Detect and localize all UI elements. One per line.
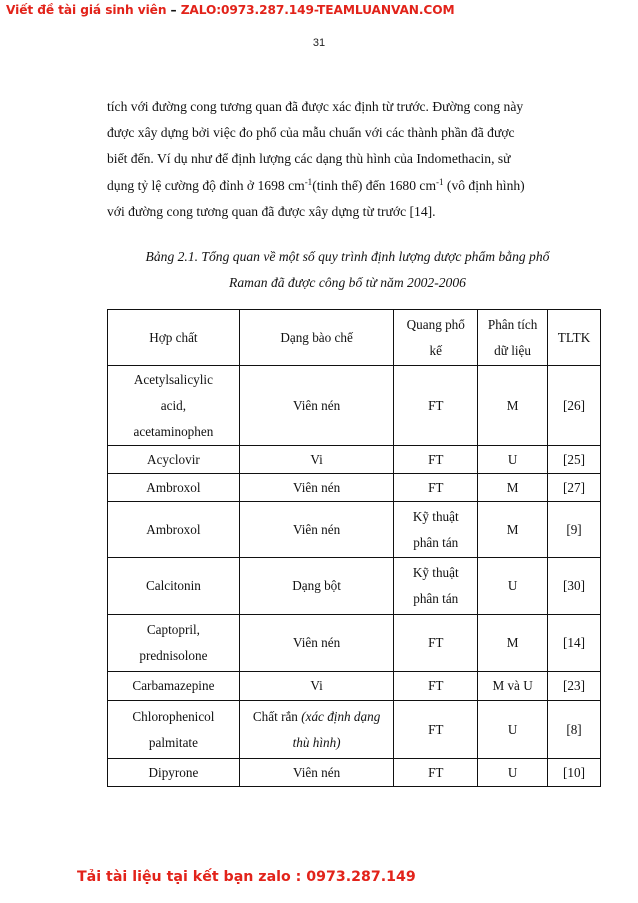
cell-ref: [30] bbox=[548, 558, 601, 615]
cell-form: Viên nén bbox=[239, 759, 394, 787]
cell-ref: [26] bbox=[548, 366, 601, 446]
cell-form: Viên nén bbox=[239, 615, 394, 672]
body-text: (vô định hình) bbox=[443, 177, 525, 193]
table-caption bbox=[107, 244, 588, 296]
cell-form: Vi bbox=[239, 446, 394, 474]
cell-compound: Acetylsalicylic acid, acetaminophen bbox=[108, 366, 240, 446]
body-line: với đường cong tương quan đã được xây dựng từ trước [14]. bbox=[107, 203, 436, 219]
cell-spectrometer: FT bbox=[394, 672, 478, 701]
cell-ref: [10] bbox=[548, 759, 601, 787]
table-row bbox=[108, 615, 601, 672]
table-row bbox=[108, 446, 601, 474]
cell-spectrometer: Kỹ thuật phân tán bbox=[394, 502, 478, 558]
cell-analysis: M bbox=[478, 615, 548, 672]
body-line: được xây dựng bởi việc đo phổ của mẫu chuẩn với các thành phần đã được bbox=[107, 125, 515, 141]
data-table bbox=[107, 309, 601, 787]
cell-spectrometer: FT bbox=[394, 474, 478, 502]
banner-separator: – bbox=[166, 3, 181, 17]
page-number: 31 bbox=[312, 37, 326, 49]
body-paragraph bbox=[107, 94, 588, 225]
cell-form: Chất rắn (xác định dạng thù hình) bbox=[239, 701, 394, 759]
header-compound: Hợp chất bbox=[108, 310, 240, 366]
cell-spectrometer: FT bbox=[394, 759, 478, 787]
top-banner bbox=[6, 3, 455, 17]
body-text: (tinh thể) đến 1680 cm bbox=[312, 177, 437, 193]
table-row bbox=[108, 701, 601, 759]
header-form: Dạng bào chế bbox=[239, 310, 394, 366]
cell-compound: Dipyrone bbox=[108, 759, 240, 787]
header-analysis: Phân tích dữ liệu bbox=[478, 310, 548, 366]
cell-analysis: M bbox=[478, 366, 548, 446]
table-row bbox=[108, 366, 601, 446]
body-line bbox=[107, 173, 588, 199]
header-ref: TLTK bbox=[548, 310, 601, 366]
cell-analysis: M bbox=[478, 502, 548, 558]
table-header-row bbox=[108, 310, 601, 366]
cell-form: Dạng bột bbox=[239, 558, 394, 615]
table-row bbox=[108, 558, 601, 615]
cell-spectrometer: FT bbox=[394, 446, 478, 474]
banner-text: Viết đề tài giá sinh viên bbox=[6, 3, 167, 17]
body-line: biết đến. Ví dụ như để định lượng các dạng thù hình của Indomethacin, sử bbox=[107, 151, 511, 167]
table-row bbox=[108, 759, 601, 787]
cell-compound: Captopril, prednisolone bbox=[108, 615, 240, 672]
cell-analysis: U bbox=[478, 446, 548, 474]
superscript: -1 bbox=[304, 176, 313, 187]
bottom-banner: Tải tài liệu tại kết bạn zalo : 0973.287.149 bbox=[77, 869, 416, 885]
cell-analysis: M và U bbox=[478, 672, 548, 701]
superscript: -1 bbox=[436, 176, 444, 187]
cell-ref: [14] bbox=[548, 615, 601, 672]
cell-spectrometer: Kỹ thuật phân tán bbox=[394, 558, 478, 615]
body-text: dụng tỷ lệ cường độ đỉnh ở 1698 cm bbox=[107, 177, 305, 193]
cell-analysis: U bbox=[478, 759, 548, 787]
cell-form: Viên nén bbox=[239, 366, 394, 446]
banner-zalo: ZALO:0973.287.149 bbox=[180, 3, 314, 17]
cell-ref: [8] bbox=[548, 701, 601, 759]
cell-spectrometer: FT bbox=[394, 366, 478, 446]
header-spectrometer: Quang phổ kế bbox=[394, 310, 478, 366]
cell-analysis: U bbox=[478, 558, 548, 615]
body-line: tích với đường cong tương quan đã được xác định từ trước. Đường cong này bbox=[107, 99, 524, 114]
cell-spectrometer: FT bbox=[394, 615, 478, 672]
cell-compound: Ambroxol bbox=[108, 474, 240, 502]
cell-compound: Acyclovir bbox=[108, 446, 240, 474]
cell-compound: Carbamazepine bbox=[108, 672, 240, 701]
cell-form: Viên nén bbox=[239, 474, 394, 502]
cell-form: Vi bbox=[239, 672, 394, 701]
cell-ref: [27] bbox=[548, 474, 601, 502]
cell-form: Viên nén bbox=[239, 502, 394, 558]
caption-line: Raman đã được công bố từ năm 2002-2006 bbox=[229, 275, 466, 290]
cell-compound: Chlorophenicol palmitate bbox=[108, 701, 240, 759]
table-row bbox=[108, 672, 601, 701]
caption-line: Bảng 2.1. Tổng quan về một số quy trình định lượng dược phẩm bằng phổ bbox=[145, 249, 550, 264]
cell-ref: [9] bbox=[548, 502, 601, 558]
table-row bbox=[108, 474, 601, 502]
cell-analysis: M bbox=[478, 474, 548, 502]
banner-site: -TEAMLUANVAN.COM bbox=[313, 3, 455, 17]
cell-analysis: U bbox=[478, 701, 548, 759]
cell-compound: Calcitonin bbox=[108, 558, 240, 615]
cell-ref: [25] bbox=[548, 446, 601, 474]
cell-spectrometer: FT bbox=[394, 701, 478, 759]
cell-compound: Ambroxol bbox=[108, 502, 240, 558]
cell-ref: [23] bbox=[548, 672, 601, 701]
table-row bbox=[108, 502, 601, 558]
